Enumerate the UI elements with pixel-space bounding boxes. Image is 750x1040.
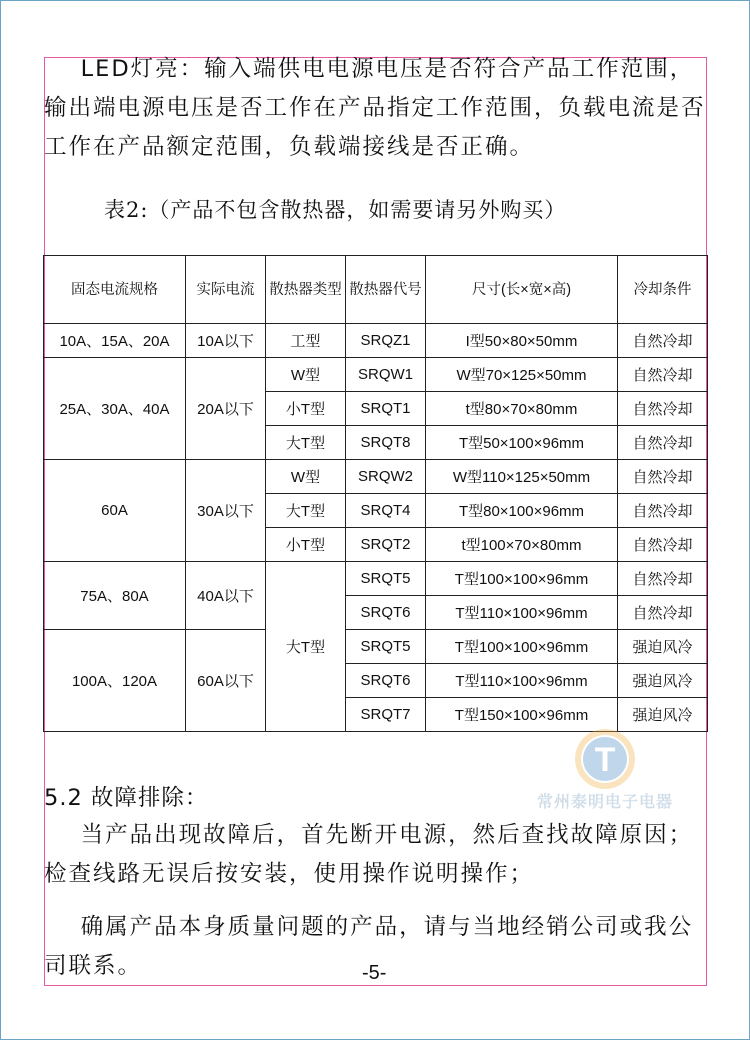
cell-cooling: 自然冷却	[618, 562, 708, 596]
header-heatsink-code: 散热器代号	[346, 256, 426, 324]
cell-cooling: 自然冷却	[618, 528, 708, 562]
cell-heatsink-type: 小T型	[266, 528, 346, 562]
cell-dimensions: W型110×125×50mm	[426, 460, 618, 494]
cell-heatsink-type: 工型	[266, 324, 346, 358]
cell-current-spec: 75A、80A	[44, 562, 186, 630]
cell-actual-current: 40A以下	[186, 562, 266, 630]
logo-letter: T	[594, 741, 616, 779]
table-row	[44, 630, 708, 664]
cell-actual-current: 60A以下	[186, 630, 266, 732]
header-current-spec: 固态电流规格	[44, 256, 186, 324]
table-header-row	[44, 256, 708, 324]
cell-dimensions: t型100×70×80mm	[426, 528, 618, 562]
cell-cooling: 自然冷却	[618, 494, 708, 528]
cell-heatsink-code: SRQT6	[346, 664, 426, 698]
cell-dimensions: T型110×100×96mm	[426, 596, 618, 630]
company-name: 常州泰明电子电器	[536, 792, 673, 811]
table-row	[44, 324, 708, 358]
header-heatsink-type: 散热器类型	[266, 256, 346, 324]
cell-dimensions: T型100×100×96mm	[426, 562, 618, 596]
cell-dimensions: T型100×100×96mm	[426, 630, 618, 664]
cell-dimensions: t型80×70×80mm	[426, 392, 618, 426]
cell-cooling: 自然冷却	[618, 426, 708, 460]
cell-heatsink-code: SRQT1	[346, 392, 426, 426]
cell-current-spec: 100A、120A	[44, 630, 186, 732]
company-watermark	[520, 725, 690, 820]
cell-heatsink-code: SRQT2	[346, 528, 426, 562]
cell-heatsink-type: W型	[266, 460, 346, 494]
cell-heatsink-type: 大T型	[266, 426, 346, 460]
cell-actual-current: 20A以下	[186, 358, 266, 460]
table-row	[44, 460, 708, 494]
cell-dimensions: T型50×100×96mm	[426, 426, 618, 460]
cell-heatsink-code: SRQW1	[346, 358, 426, 392]
cell-cooling: 强迫风冷	[618, 630, 708, 664]
cell-current-spec: 25A、30A、40A	[44, 358, 186, 460]
cell-actual-current: 10A以下	[186, 324, 266, 358]
cell-heatsink-code: SRQW2	[346, 460, 426, 494]
table-row	[44, 358, 708, 392]
header-cooling: 冷却条件	[618, 256, 708, 324]
cell-heatsink-type: 大T型	[266, 562, 346, 732]
heat-sink-table	[43, 255, 708, 732]
troubleshoot-paragraph: 当产品出现故障后，首先断开电源，然后查找故障原因；检查线路无误后按安装，使用操作说明操作；	[44, 822, 694, 887]
cell-dimensions: W型70×125×50mm	[426, 358, 618, 392]
cell-current-spec: 60A	[44, 460, 186, 562]
cell-cooling: 强迫风冷	[618, 698, 708, 732]
table-caption: 表2:（产品不包含散热器，如需要请另外购买）	[104, 198, 567, 222]
cell-actual-current: 30A以下	[186, 460, 266, 562]
company-logo-icon	[520, 725, 690, 795]
cell-cooling: 自然冷却	[618, 460, 708, 494]
header-dimensions: 尺寸(长×宽×高)	[426, 256, 618, 324]
cell-heatsink-code: SRQT8	[346, 426, 426, 460]
cell-current-spec: 10A、15A、20A	[44, 324, 186, 358]
cell-dimensions: T型80×100×96mm	[426, 494, 618, 528]
cell-cooling: 自然冷却	[618, 596, 708, 630]
cell-heatsink-code: SRQT7	[346, 698, 426, 732]
cell-cooling: 强迫风冷	[618, 664, 708, 698]
cell-heatsink-type: W型	[266, 358, 346, 392]
cell-heatsink-code: SRQT6	[346, 596, 426, 630]
cell-heatsink-code: SRQT5	[346, 562, 426, 596]
page-number: -5-	[362, 962, 387, 984]
cell-cooling: 自然冷却	[618, 358, 708, 392]
section-heading: 5.2 故障排除：	[44, 785, 209, 811]
cell-dimensions: T型110×100×96mm	[426, 664, 618, 698]
cell-heatsink-type: 大T型	[266, 494, 346, 528]
cell-dimensions: I型50×80×50mm	[426, 324, 618, 358]
cell-dimensions: T型150×100×96mm	[426, 698, 618, 732]
cell-heatsink-type: 小T型	[266, 392, 346, 426]
cell-cooling: 自然冷却	[618, 324, 708, 358]
cell-cooling: 自然冷却	[618, 392, 708, 426]
header-actual-current: 实际电流	[186, 256, 266, 324]
intro-paragraph: LED灯亮：输入端供电电源电压是否符合产品工作范围，输出端电源电压是否工作在产品指定工作范围，负载电流是否工作在产品额定范围，负载端接线是否正确。	[44, 56, 706, 160]
cell-heatsink-code: SRQT5	[346, 630, 426, 664]
cell-heatsink-code: SRQZ1	[346, 324, 426, 358]
table-row	[44, 562, 708, 596]
cell-heatsink-code: SRQT4	[346, 494, 426, 528]
contact-paragraph: 确属产品本身质量问题的产品，请与当地经销公司或我公司联系。	[44, 914, 694, 979]
